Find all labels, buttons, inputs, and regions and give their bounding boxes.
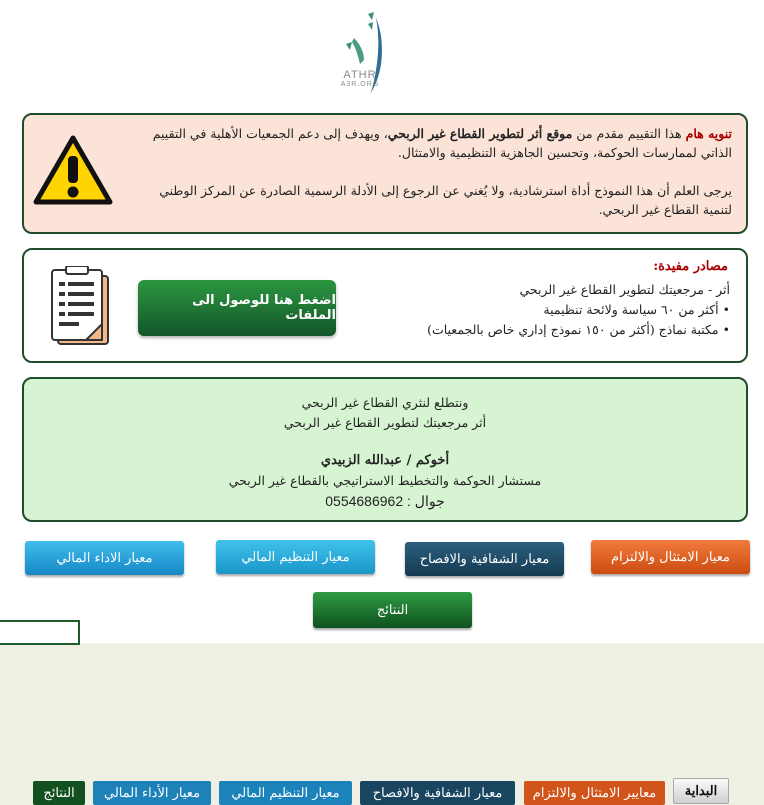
contact-line-1: ونتطلع لنثري القطاع غير الربحي (301, 395, 469, 410)
contact-role: مستشار الحوكمة والتخطيط الاستراتيجي بالقطاع غير الربحي (228, 473, 542, 488)
nav-start-tab[interactable]: البداية (673, 778, 729, 804)
access-files-button[interactable]: اضغط هنا للوصول الى الملفات (138, 280, 336, 336)
resource-item: • مكتبة نماذج (أكثر من ١٥٠ نموذج إداري خاص بالجمعيات) (427, 320, 730, 340)
resource-item: • أكثر من ٦٠ سياسة ولائحة تنظيمية (427, 300, 730, 320)
nav-compliance-tab[interactable]: معايير الامتثال والالتزام (524, 781, 665, 805)
notice-paragraph-2: يرجى العلم أن هذا النموذج أداة استرشادية، ولا يُغني عن الرجوع إلى الأدلة الرسمية الصادرة عن المركز الوطني لتنمية القطاع غير الربحي. (159, 183, 732, 217)
nav-organization-tab[interactable]: معيار التنظيم المالي (219, 781, 352, 805)
warning-icon (33, 134, 113, 206)
compliance-standard-button[interactable]: معيار الامتثال والالتزام (591, 540, 750, 574)
contact-box (22, 377, 748, 522)
contact-name: أخوكم / عبدالله الزبيدي (320, 453, 450, 468)
notice-text-b: ، ويهدف إلى دعم الجمعيات الأهلية في التقييم الذاتي لممارسات الحوكمة، وتحسين الجاهزية التنظيمية والامتثال. (152, 126, 732, 160)
resources-list (427, 280, 730, 340)
notice-box (22, 113, 748, 234)
logo-name: ATHR (343, 69, 377, 81)
notice-paragraph-1 (127, 124, 732, 162)
nav-results-tab[interactable]: النتائج (33, 781, 85, 805)
logo-text (334, 70, 386, 90)
resources-box (22, 248, 748, 363)
selected-cell[interactable] (0, 620, 80, 645)
contact-line-2: أثر مرجعيتك لتطوير القطاع غير الربحي (283, 415, 487, 430)
notice-site-name: موقع أثر لتطوير القطاع غير الربحي (387, 126, 573, 141)
nav-performance-tab[interactable]: معيار الأداء المالي (93, 781, 211, 805)
transparency-standard-button[interactable]: معيار الشفافية والافصاح (405, 542, 564, 576)
notice-text (127, 124, 732, 238)
contact-lines (24, 393, 746, 511)
notice-text-a: هذا التقييم مقدم من (572, 126, 686, 141)
financial-organization-button[interactable]: معيار التنظيم المالي (216, 540, 375, 574)
results-button[interactable]: النتائج (313, 592, 472, 628)
financial-performance-button[interactable]: معيار الاداء المالي (25, 541, 184, 575)
resources-title: مصادر مفيدة: (653, 259, 728, 274)
documents-icon (46, 266, 112, 348)
notice-label: تنويه هام (685, 126, 732, 141)
logo-domain: A3R.ORG (340, 81, 380, 88)
contact-phone: جوال : 0554686962 (325, 493, 445, 509)
nav-transparency-tab[interactable]: معيار الشفافية والافصاح (360, 781, 515, 805)
resource-item: أثر - مرجعيتك لتطوير القطاع غير الربحي (519, 282, 730, 297)
